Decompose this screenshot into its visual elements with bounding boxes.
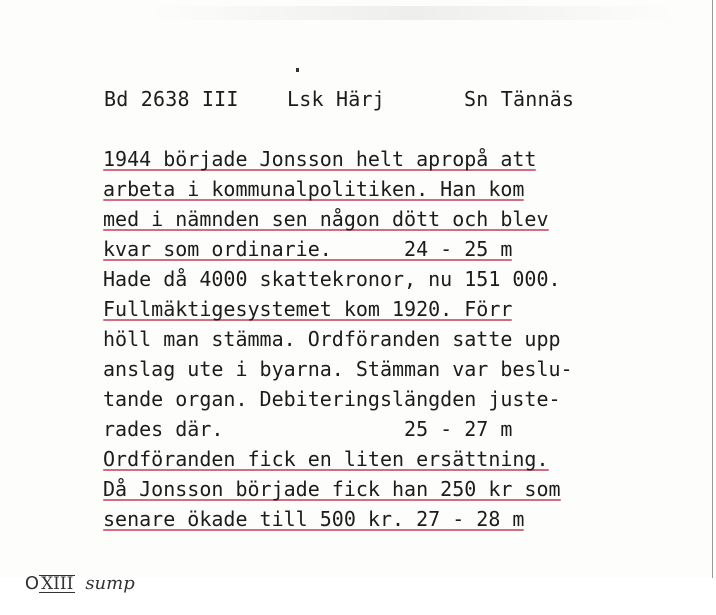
text-line-content: kvar som ordinarie. 24 - 25 m — [103, 237, 513, 261]
text-line — [103, 234, 663, 264]
text-line — [103, 204, 663, 234]
text-line-content: rades där. 25 - 27 m — [103, 417, 513, 441]
text-line — [103, 354, 663, 384]
text-line — [103, 384, 663, 414]
text-line — [103, 294, 663, 324]
reference-code: Bd 2638 III — [104, 87, 239, 111]
text-line-content: tande organ. Debiteringslängden juste- — [103, 387, 561, 411]
text-line-content: Ordföranden fick en liten ersättning. — [103, 447, 549, 471]
text-line-content: höll man stämma. Ordföranden satte upp — [103, 327, 561, 351]
text-line — [103, 504, 663, 534]
text-line — [103, 324, 663, 354]
text-line-content: med i nämnden sen någon dött och blev — [103, 207, 549, 231]
card-body — [103, 144, 663, 534]
text-line-content: arbeta i kommunalpolitiken. Han kom — [103, 177, 525, 201]
footer-prefix: O — [24, 573, 40, 594]
text-line — [103, 474, 663, 504]
district-code: Lsk Härj — [287, 87, 385, 111]
handwritten-note: sump — [85, 573, 135, 594]
text-line — [103, 264, 663, 294]
text-line — [103, 144, 663, 174]
card-footer — [2, 552, 135, 594]
roman-numeral: XIII — [41, 574, 74, 594]
parish-name: Sn Tännäs — [464, 87, 575, 111]
text-line — [103, 174, 663, 204]
text-line-content: 1944 började Jonsson helt apropå att — [103, 147, 537, 171]
scan-smudge — [150, 6, 676, 20]
card-edge — [712, 0, 713, 578]
ink-mark — [296, 68, 299, 72]
text-line-content: anslag ute i byarna. Stämman var beslu- — [103, 357, 573, 381]
text-line — [103, 444, 663, 474]
card-header — [104, 87, 676, 111]
text-line-content: Då Jonsson började fick han 250 kr som — [103, 477, 561, 501]
text-line-content: Hade då 4000 skattekronor, nu 151 000. — [103, 267, 561, 291]
text-line — [103, 414, 663, 444]
text-line-content: senare ökade till 500 kr. 27 - 28 m — [103, 507, 525, 531]
text-line-content: Fullmäktigesystemet kom 1920. Förr — [103, 297, 513, 321]
